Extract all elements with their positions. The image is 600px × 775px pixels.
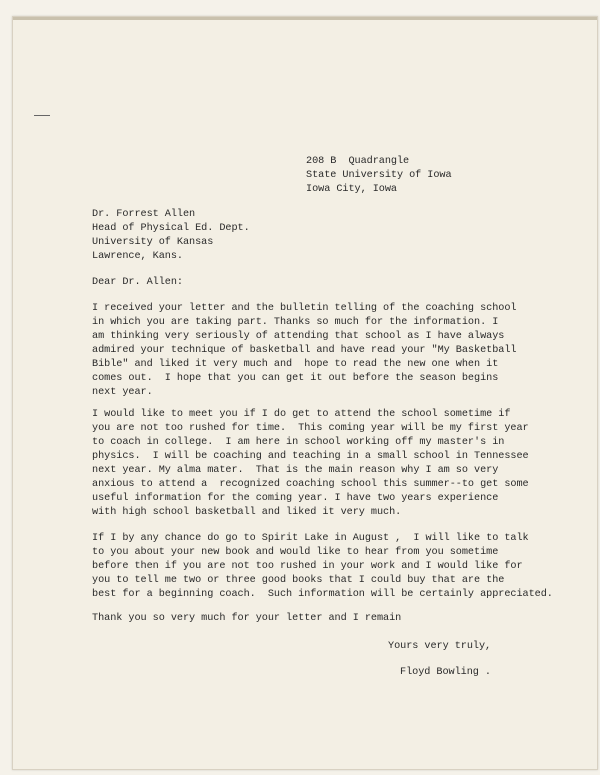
sender-address-line-3: Iowa City, Iowa bbox=[306, 184, 397, 195]
paragraph-3-line-2: to you about your new book and would like to hear from you sometime bbox=[92, 547, 499, 558]
closing: Yours very truly, bbox=[388, 641, 492, 652]
paragraph-2-line-4: physics. I will be coaching and teaching in a small school in Tennessee bbox=[92, 451, 529, 462]
paragraph-4-line-1: Thank you so very much for your letter and I remain bbox=[92, 613, 402, 624]
paragraph-2-line-5: next year. My alma mater. That is the main reason why I am so very bbox=[92, 465, 499, 476]
paragraph-1-line-2: in which you are taking part. Thanks so much for the information. I bbox=[92, 317, 499, 328]
paragraph-1-line-4: admired your technique of basketball and have read your "My Basketball bbox=[92, 345, 517, 356]
paragraph-3-line-3: before then if you are not too rushed in your work and I would like for bbox=[92, 561, 523, 572]
paragraph-3-line-1: If I by any chance do go to Spirit Lake in August , I will like to talk bbox=[92, 533, 529, 544]
paragraph-2-line-1: I would like to meet you if I do get to attend the school sometime if bbox=[92, 409, 511, 420]
recipient-address-line-2: Head of Physical Ed. Dept. bbox=[92, 223, 250, 234]
recipient-address-line-1: Dr. Forrest Allen bbox=[92, 209, 196, 220]
sender-address-line-2: State University of Iowa bbox=[306, 170, 452, 181]
paragraph-2-line-2: you are not too rushed for time. This coming year will be my first year bbox=[92, 423, 529, 434]
recipient-address-line-4: Lawrence, Kans. bbox=[92, 251, 183, 262]
recipient-address-line-3: University of Kansas bbox=[92, 237, 214, 248]
sender-address-line-1: 208 B Quadrangle bbox=[306, 156, 410, 167]
paragraph-1-line-3: am thinking very seriously of attending that school as I have always bbox=[92, 331, 505, 342]
paragraph-2-line-7: useful information for the coming year. I have two years experience bbox=[92, 493, 499, 504]
paragraph-2-line-3: to coach in college. I am here in school working off my master's in bbox=[92, 437, 505, 448]
signature: Floyd Bowling . bbox=[400, 667, 491, 678]
salutation: Dear Dr. Allen: bbox=[92, 277, 183, 288]
paragraph-3-line-5: best for a beginning coach. Such information will be certainly appreciated. bbox=[92, 589, 553, 600]
paragraph-1-line-6: comes out. I hope that you can get it out before the season begins bbox=[92, 373, 499, 384]
paragraph-1-line-5: Bible" and liked it very much and hope to read the new one when it bbox=[92, 359, 499, 370]
paragraph-3-line-4: you to tell me two or three good books that I could buy that are the bbox=[92, 575, 505, 586]
paragraph-2-line-8: with high school basketball and liked it very much. bbox=[92, 507, 402, 518]
paragraph-1-line-1: I received your letter and the bulletin telling of the coaching school bbox=[92, 303, 517, 314]
pencil-mark bbox=[34, 115, 50, 116]
paragraph-2-line-6: anxious to attend a recognized coaching school this summer--to get some bbox=[92, 479, 529, 490]
paragraph-1-line-7: next year. bbox=[92, 387, 153, 398]
